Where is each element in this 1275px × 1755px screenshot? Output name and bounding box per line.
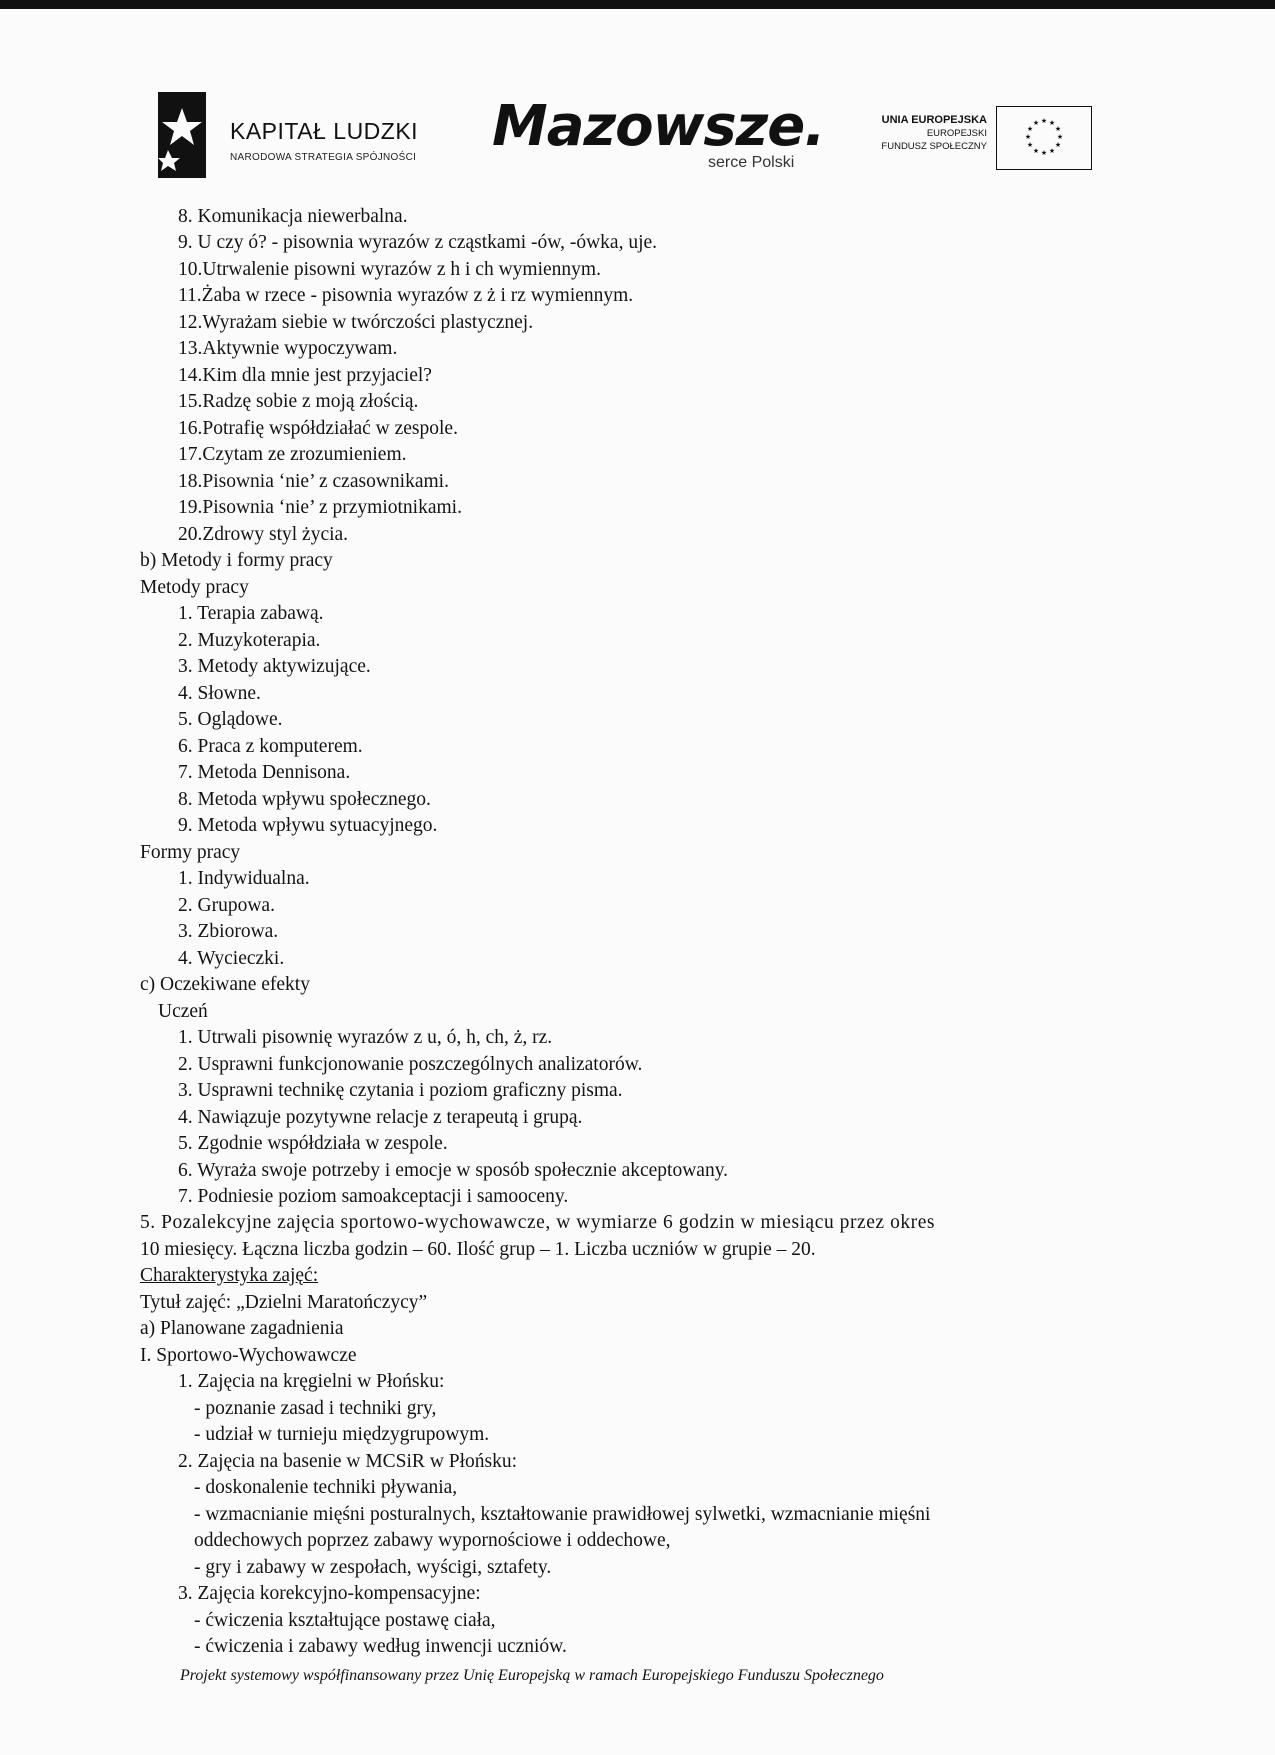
list-item: 5. Oglądowe. [178, 709, 283, 730]
section-heading: Charakterystyka zajęć: [140, 1265, 319, 1286]
list-item: - doskonalenie techniki pływania, [194, 1477, 458, 1498]
eu-caption [850, 114, 987, 153]
list-item: 3. Zbiorowa. [178, 921, 279, 942]
letterhead [0, 80, 1275, 190]
eu-caption-line3: FUNDUSZ SPOŁECZNY [881, 141, 987, 152]
list-item: 15.Radzę sobie z moją złością. [178, 391, 419, 412]
list-item: 4. Nawiązuje pozytywne relacje z terapeutą i grupą. [178, 1107, 583, 1128]
list-item: 14.Kim dla mnie jest przyjaciel? [178, 365, 432, 386]
list-item: 16.Potrafię współdziałać w zespole. [178, 418, 458, 439]
svg-text:★: ★ [1054, 125, 1062, 133]
svg-text:★: ★ [1040, 149, 1048, 157]
svg-text:★: ★ [1032, 147, 1040, 155]
list-item: 2. Usprawni funkcjonowanie poszczególnych analizatorów. [178, 1054, 643, 1075]
list-item: 8. Metoda wpływu społecznego. [178, 789, 431, 810]
svg-text:★: ★ [1048, 119, 1056, 127]
list-item: 7. Metoda Dennisona. [178, 762, 351, 783]
list-item: 19.Pisownia ‘nie’ z przymiotnikami. [178, 497, 462, 518]
paragraph-line: Tytuł zajęć: „Dzielni Maratończycy” [140, 1292, 428, 1313]
list-item: 18.Pisownia ‘nie’ z czasownikami. [178, 471, 449, 492]
list-item: 4. Słowne. [178, 683, 261, 704]
eu-stars-icon [997, 107, 1091, 169]
list-item: 3. Zajęcia korekcyjno-kompensacyjne: [178, 1583, 481, 1604]
list-item: - gry i zabawy w zespołach, wyścigi, sztafety. [194, 1557, 552, 1578]
list-item: 4. Wycieczki. [178, 948, 285, 969]
list-item: 2. Zajęcia na basenie w MCSiR w Płońsku: [178, 1451, 518, 1472]
mazowsze-subtitle: serce Polski [708, 154, 795, 171]
list-item: 3. Usprawni technikę czytania i poziom graficzny pisma. [178, 1080, 623, 1101]
subsection-heading: Uczeń [158, 1001, 208, 1022]
list-item: 8. Komunikacja niewerbalna. [178, 206, 408, 227]
list-item: 13.Aktywnie wypoczywam. [178, 338, 398, 359]
section-heading: b) Metody i formy pracy [140, 550, 333, 571]
list-item: 2. Grupowa. [178, 895, 275, 916]
list-item: 10.Utrwalenie pisowni wyrazów z h i ch wymiennym. [178, 259, 601, 280]
list-item: 12.Wyrażam siebie w twórczości plastycznej. [178, 312, 534, 333]
svg-text:★: ★ [1056, 133, 1064, 141]
list-item: 1. Zajęcia na kręgielni w Płońsku: [178, 1371, 445, 1392]
list-item: 11.Żaba w rzece - pisownia wyrazów z ż i rz wymiennym. [178, 285, 634, 306]
scan-top-edge [0, 0, 1275, 9]
list-item: - ćwiczenia kształtujące postawę ciała, [194, 1610, 496, 1631]
list-item: - poznanie zasad i techniki gry, [194, 1398, 437, 1419]
list-item: 6. Wyraża swoje potrzeby i emocje w sposób społecznie akceptowany. [178, 1160, 729, 1181]
svg-text:★: ★ [1026, 141, 1034, 149]
subsection-heading: Metody pracy [140, 577, 249, 598]
svg-text:★: ★ [1024, 133, 1032, 141]
list-item: 1. Indywidualna. [178, 868, 310, 889]
paragraph-line: 10 miesięcy. Łączna liczba godzin – 60. Ilość grup – 1. Liczba uczniów w grupie – 20. [140, 1239, 816, 1260]
svg-text:★: ★ [1032, 119, 1040, 127]
svg-text:★: ★ [1026, 125, 1034, 133]
subsection-heading: I. Sportowo-Wychowawcze [140, 1345, 357, 1366]
list-item: 9. U czy ó? - pisownia wyrazów z cząstkami -ów, -ówka, uje. [178, 232, 658, 253]
kapital-ludzki-title: KAPITAŁ LUDZKI [230, 118, 419, 144]
mazowsze-logo: Mazowsze. [492, 94, 825, 159]
svg-text:★: ★ [1040, 117, 1048, 125]
list-item: 1. Utrwali pisownię wyrazów z u, ó, h, ch, ż, rz. [178, 1027, 553, 1048]
svg-text:★: ★ [1048, 147, 1056, 155]
list-item: oddechowych poprzez zabawy wypornościowe i oddechowe, [194, 1530, 671, 1551]
list-item: - wzmacnianie mięśni posturalnych, kształtowanie prawidłowej sylwetki, wzmacnianie mięśni [194, 1504, 931, 1525]
section-heading: a) Planowane zagadnienia [140, 1318, 344, 1339]
list-item: 5. Zgodnie współdziała w zespole. [178, 1133, 448, 1154]
list-item: 1. Terapia zabawą. [178, 603, 324, 624]
list-item: - udział w turnieju międzygrupowym. [194, 1424, 490, 1445]
kapital-ludzki-logo-icon [158, 92, 206, 178]
list-item: 2. Muzykoterapia. [178, 630, 321, 651]
list-item: 7. Podniesie poziom samoakceptacji i samooceny. [178, 1186, 569, 1207]
subsection-heading: Formy pracy [140, 842, 241, 863]
list-item: 20.Zdrowy styl życia. [178, 524, 349, 545]
eu-flag-icon [996, 106, 1092, 170]
paragraph-line: 5. Pozalekcyjne zajęcia sportowo-wychowawcze, w wymiarze 6 godzin w miesiącu przez okres [140, 1212, 936, 1233]
eu-caption-line2: EUROPEJSKI [926, 128, 987, 139]
svg-text:★: ★ [1054, 141, 1062, 149]
section-heading: c) Oczekiwane efekty [140, 974, 310, 995]
list-item: 3. Metody aktywizujące. [178, 656, 371, 677]
page-footer: Projekt systemowy współfinansowany przez Unię Europejską w ramach Europejskiego Funduszu Społecznego [180, 1667, 884, 1684]
list-item: 6. Praca z komputerem. [178, 736, 363, 757]
list-item: 17.Czytam ze zrozumieniem. [178, 444, 407, 465]
list-item: - ćwiczenia i zabawy według inwencji uczniów. [194, 1636, 567, 1657]
eu-caption-line1: UNIA EUROPEJSKA [881, 114, 987, 126]
kapital-ludzki-subtitle: NARODOWA STRATEGIA SPÓJNOŚCI [230, 152, 417, 163]
list-item: 9. Metoda wpływu sytuacyjnego. [178, 815, 438, 836]
